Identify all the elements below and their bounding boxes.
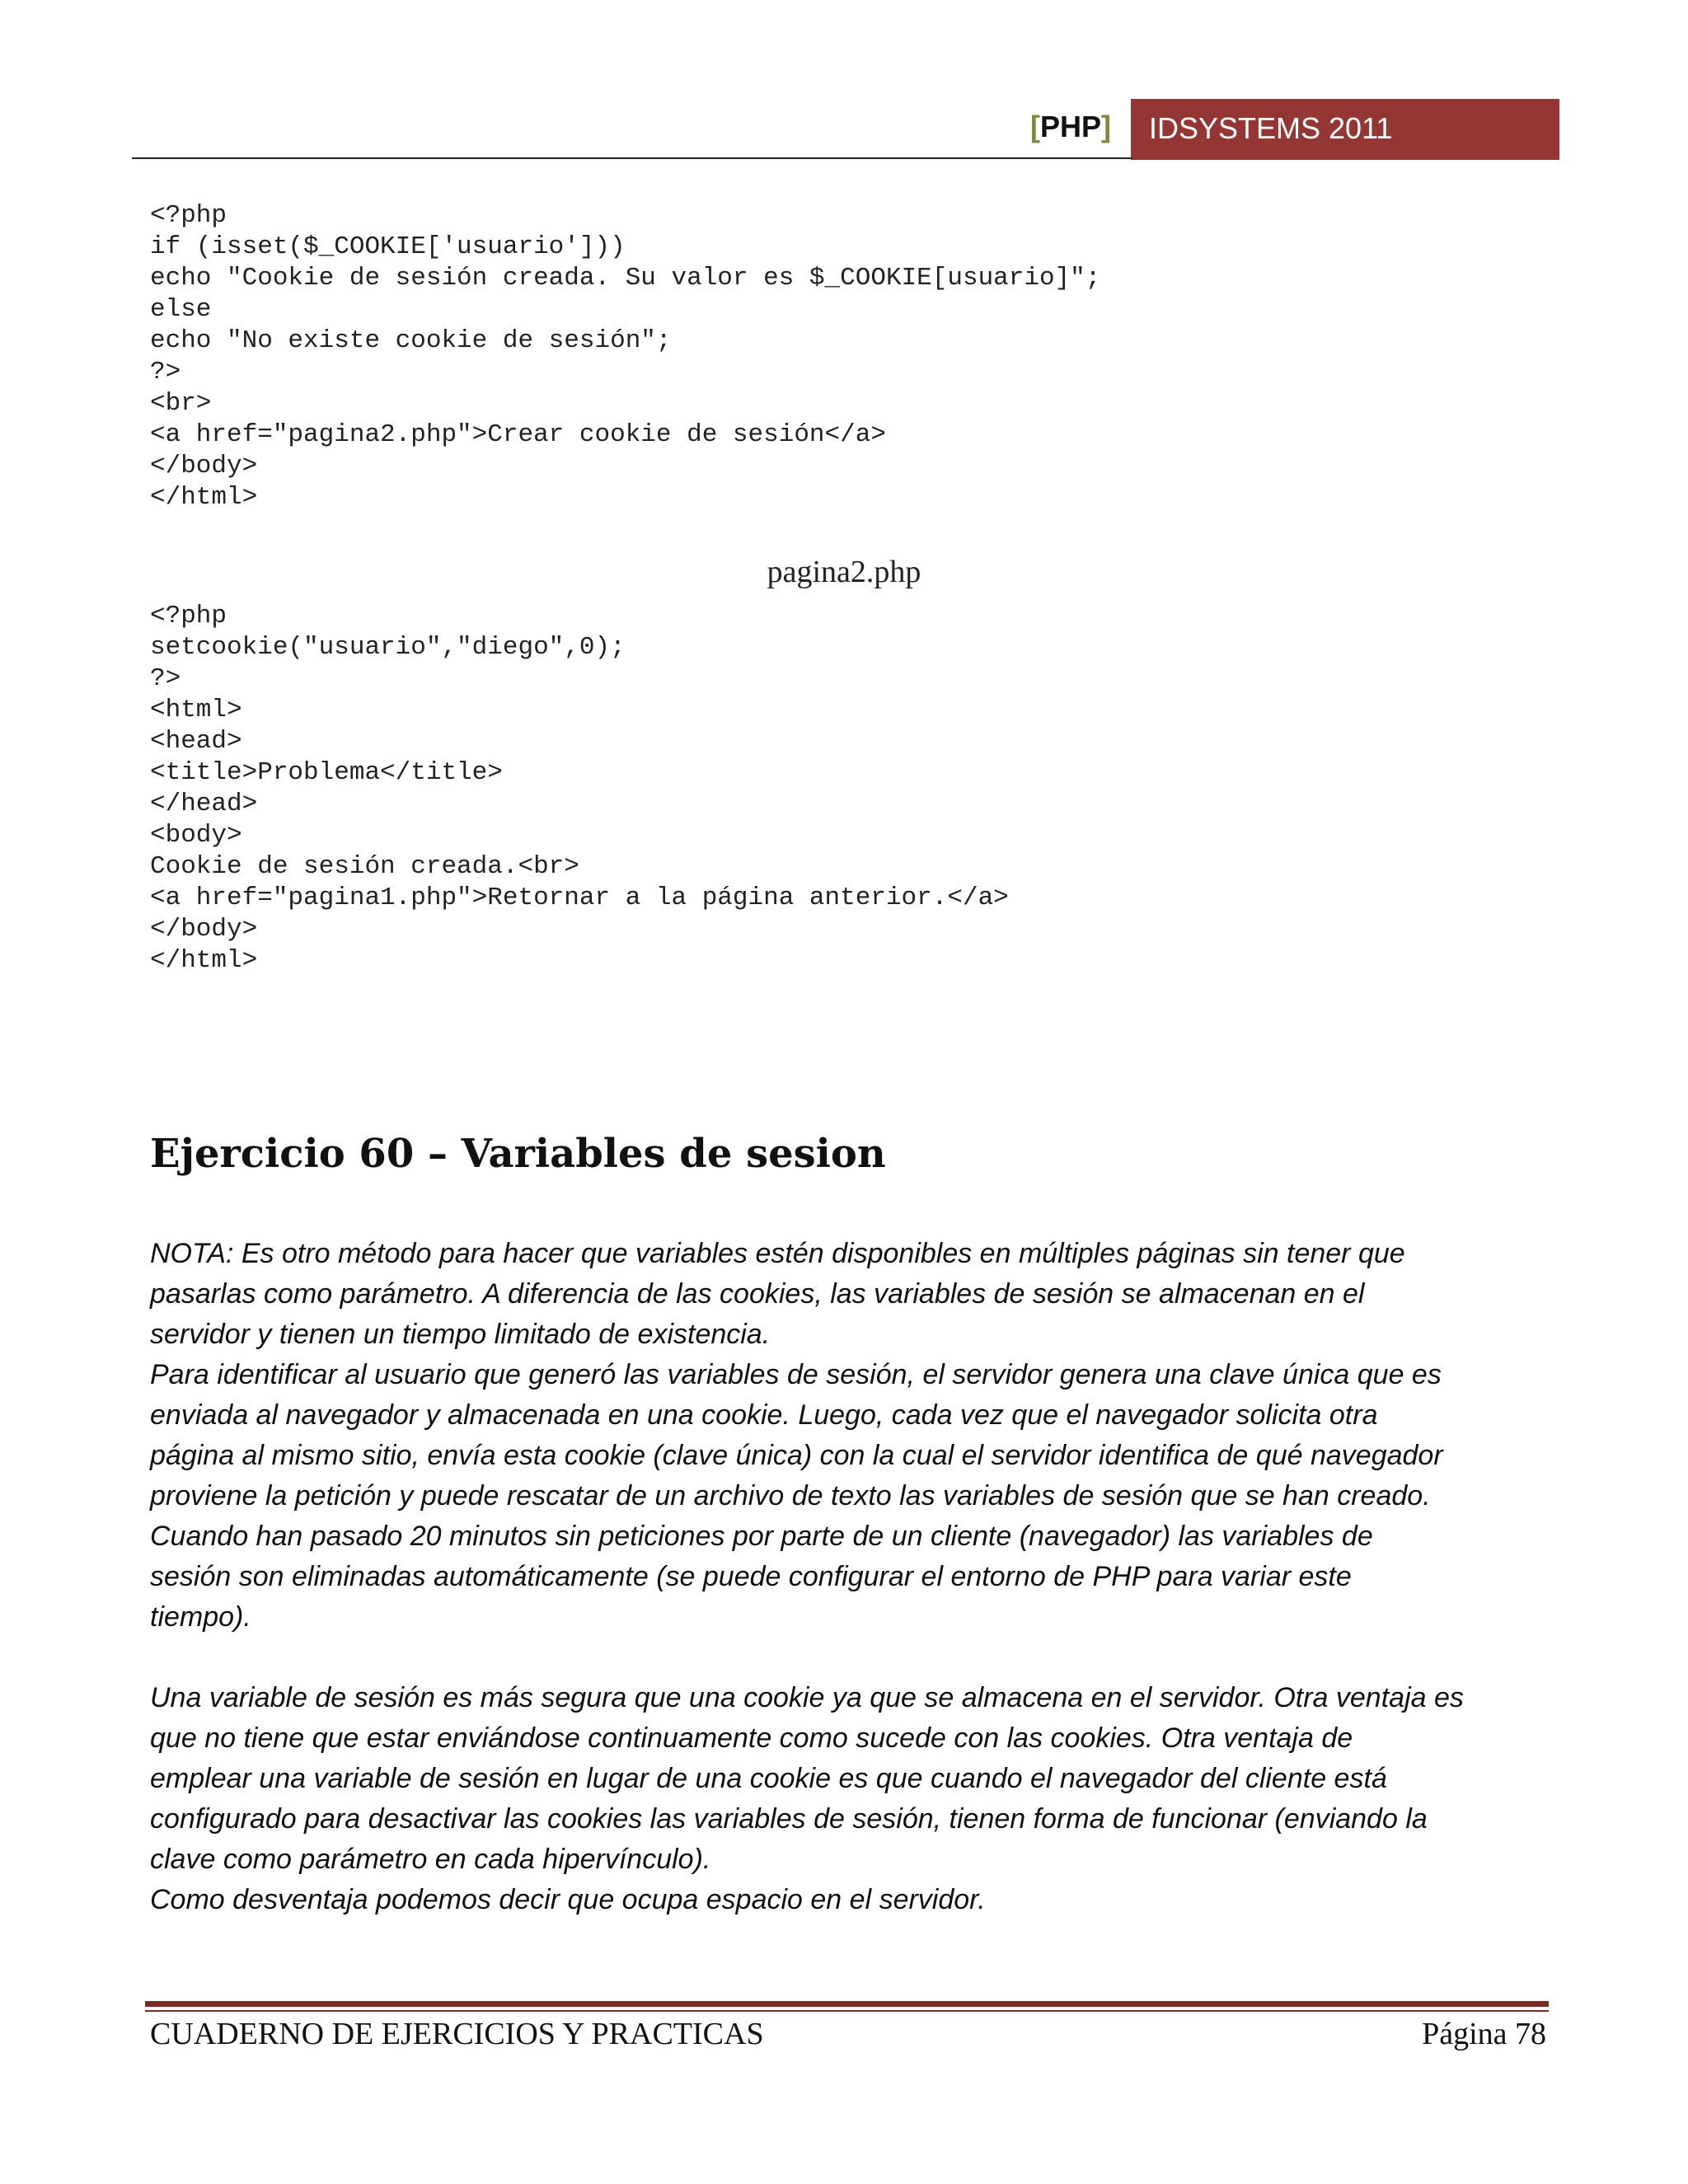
code-line: setcookie("usuario","diego",0);: [150, 633, 626, 662]
code-line: </head>: [150, 790, 258, 818]
code-line: <br>: [150, 389, 212, 418]
code-line: </body>: [150, 915, 258, 944]
header-bracket-open: [: [1030, 110, 1040, 143]
code-line: <a href="pagina1.php">Retornar a la página anterior.</a>: [150, 883, 1009, 912]
paragraph-line: emplear una variable de sesión en lugar de una cookie es que cuando el navegador del cliente está: [150, 1763, 1387, 1794]
paragraph-line: pasarlas como parámetro. A diferencia de las cookies, las variables de sesión se almacenan en el: [150, 1278, 1365, 1310]
header-rule: [132, 157, 1132, 159]
paragraph-line: proviene la petición y puede rescatar de un archivo de texto las variables de sesión que se han creado.: [150, 1480, 1431, 1511]
footer-page-number: Página 78: [1422, 2017, 1546, 2051]
header-php-tag: [1030, 110, 1111, 144]
header-tag-text: PHP: [1040, 110, 1102, 143]
paragraph-line: configurado para desactivar las cookies las variables de sesión, tienen forma de funcionar (enviando la: [150, 1803, 1428, 1835]
code-line: echo "No existe cookie de sesión";: [150, 326, 672, 355]
paragraph-line: clave como parámetro en cada hipervínculo).: [150, 1844, 711, 1875]
paragraph-line: Cuando han pasado 20 minutos sin peticiones por parte de un cliente (navegador) las variables de: [150, 1521, 1373, 1552]
section-heading: Ejercicio 60 – Variables de sesion: [150, 1131, 886, 1177]
code-line: </html>: [150, 946, 258, 975]
code-block-pagina1: [150, 200, 1100, 513]
code-block-pagina2: [150, 601, 1009, 977]
code-line: <a href="pagina2.php">Crear cookie de sesión</a>: [150, 420, 886, 449]
code-line: else: [150, 295, 212, 324]
footer-book-title: CUADERNO DE EJERCICIOS Y PRACTICAS: [150, 2017, 764, 2051]
code-line: echo "Cookie de sesión creada. Su valor es $_COOKIE[usuario]";: [150, 264, 1101, 293]
paragraph-line: que no tiene que estar enviándose continuamente como sucede con las cookies. Otra ventaja de: [150, 1722, 1353, 1754]
paragraph-advantages: [150, 1678, 1561, 1920]
code-line: </html>: [150, 483, 258, 512]
footer-rule-thin: [145, 2010, 1549, 2012]
header-title-block: [1131, 99, 1559, 160]
code-line: <?php: [150, 201, 227, 230]
paragraph-line: Para identificar al usuario que generó las variables de sesión, el servidor genera una clave única que es: [150, 1359, 1442, 1390]
code-line: <html>: [150, 696, 242, 724]
code-line: Cookie de sesión creada.<br>: [150, 852, 579, 881]
code-line: <?php: [150, 602, 227, 630]
code-line: ?>: [150, 664, 181, 693]
paragraph-line: NOTA: Es otro método para hacer que variables estén disponibles en múltiples páginas sin tener que: [150, 1238, 1405, 1269]
paragraph-line: servidor y tienen un tiempo limitado de existencia.: [150, 1319, 771, 1350]
header-bracket-close: ]: [1101, 110, 1112, 143]
paragraph-line: Como desventaja podemos decir que ocupa espacio en el servidor.: [150, 1884, 986, 1915]
footer-rule-thick: [145, 2001, 1549, 2007]
file-caption: pagina2.php: [767, 555, 921, 589]
paragraph-note: [150, 1234, 1561, 1638]
code-line: <head>: [150, 727, 242, 756]
paragraph-line: enviada al navegador y almacenada en una cookie. Luego, cada vez que el navegador solicita otra: [150, 1399, 1378, 1431]
paragraph-line: página al mismo sitio, envía esta cookie (clave única) con la cual el servidor identifica de qué navegador: [150, 1440, 1443, 1471]
code-line: </body>: [150, 452, 258, 480]
code-line: if (isset($_COOKIE['usuario'])): [150, 232, 626, 261]
code-line: ?>: [150, 358, 181, 387]
paragraph-line: sesión son eliminadas automáticamente (se puede configurar el entorno de PHP para variar este: [150, 1561, 1352, 1592]
paragraph-line: tiempo).: [150, 1601, 251, 1633]
paragraph-line: Una variable de sesión es más segura que una cookie ya que se almacena en el servidor. Otra ventaja es: [150, 1682, 1464, 1713]
header-title: IDSYSTEMS 2011: [1149, 111, 1393, 145]
code-line: <title>Problema</title>: [150, 758, 503, 787]
code-line: <body>: [150, 821, 242, 850]
